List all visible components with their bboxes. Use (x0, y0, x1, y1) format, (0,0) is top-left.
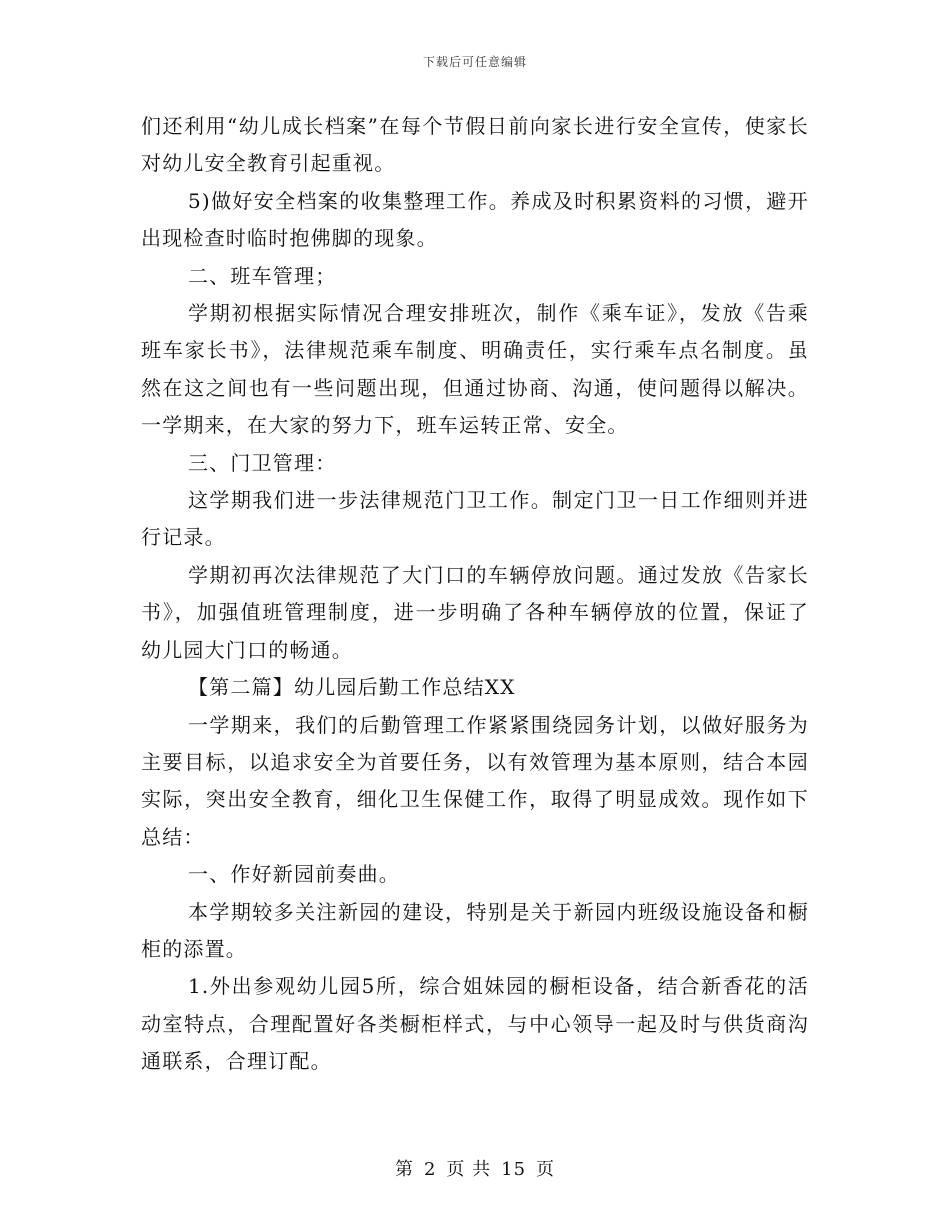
paragraph-7: 学期初再次法律规范了大门口的车辆停放问题。通过发放《告家长书》，加强值班管理制度，进一步明确了各种车辆停放的位置，保证了幼儿园大门口的畅通。 (141, 562, 809, 662)
document-body (141, 108, 809, 1081)
paragraph-2: 5)做好安全档案的收集整理工作。养成及时积累资料的习惯，避开出现检查时临时抱佛脚的现象。 (141, 188, 809, 251)
header-note: 下载后可任意编辑 (422, 55, 527, 69)
page-footer (0, 1155, 950, 1181)
section-heading-new-campus: 一、作好新园前奏曲。 (188, 862, 400, 887)
paragraph-1: 们还利用“幼儿成长档案”在每个节假日前向家长进行安全宣传，使家长对幼儿安全教育引起重视。 (141, 114, 809, 176)
paragraph-9: 一学期来，我们的后勤管理工作紧紧围绕园务计划，以做好服务为主要目标，以追求安全为首要任务，以有效管理为基本原则，结合本园实际，突出安全教育，细化卫生保健工作，取得了明显成效。现作如下总结： (141, 712, 809, 849)
paragraph-12: 1.外出参观幼儿园5所，综合姐妹园的橱柜设备，结合新香花的活动室特点，合理配置好各类橱柜样式，与中心领导一起及时与供货商沟通联系，合理订配。 (141, 974, 809, 1074)
footer-label-page: 第 (394, 1159, 414, 1180)
footer-label-end: 页 (536, 1159, 556, 1180)
section-heading-gate: 三、门卫管理： (188, 450, 337, 475)
chapter-title: 【第二篇】幼儿园后勤工作总结XX (188, 675, 516, 700)
paragraph-6: 这学期我们进一步法律规范门卫工作。制定门卫一日工作细则并进行记录。 (141, 488, 809, 550)
total-pages-number: 15 (501, 1159, 527, 1180)
paragraph-11: 本学期较多关注新园的建设，特别是关于新园内班级设施设备和橱柜的添置。 (141, 899, 809, 961)
current-page-number: 2 (423, 1159, 437, 1180)
paragraph-4: 学期初根据实际情况合理安排班次，制作《乘车证》，发放《告乘班车家长书》，法律规范乘车制度、明确责任，实行乘车点名制度。虽然在这之间也有一些问题出现，但通过协商、沟通，使问题得以解决。一学期来，在大家的努力下，班车运转正常、安全。 (141, 301, 809, 438)
section-heading-shuttle: 二、班车管理； (188, 263, 337, 288)
footer-label-of: 页 共 (446, 1159, 492, 1180)
